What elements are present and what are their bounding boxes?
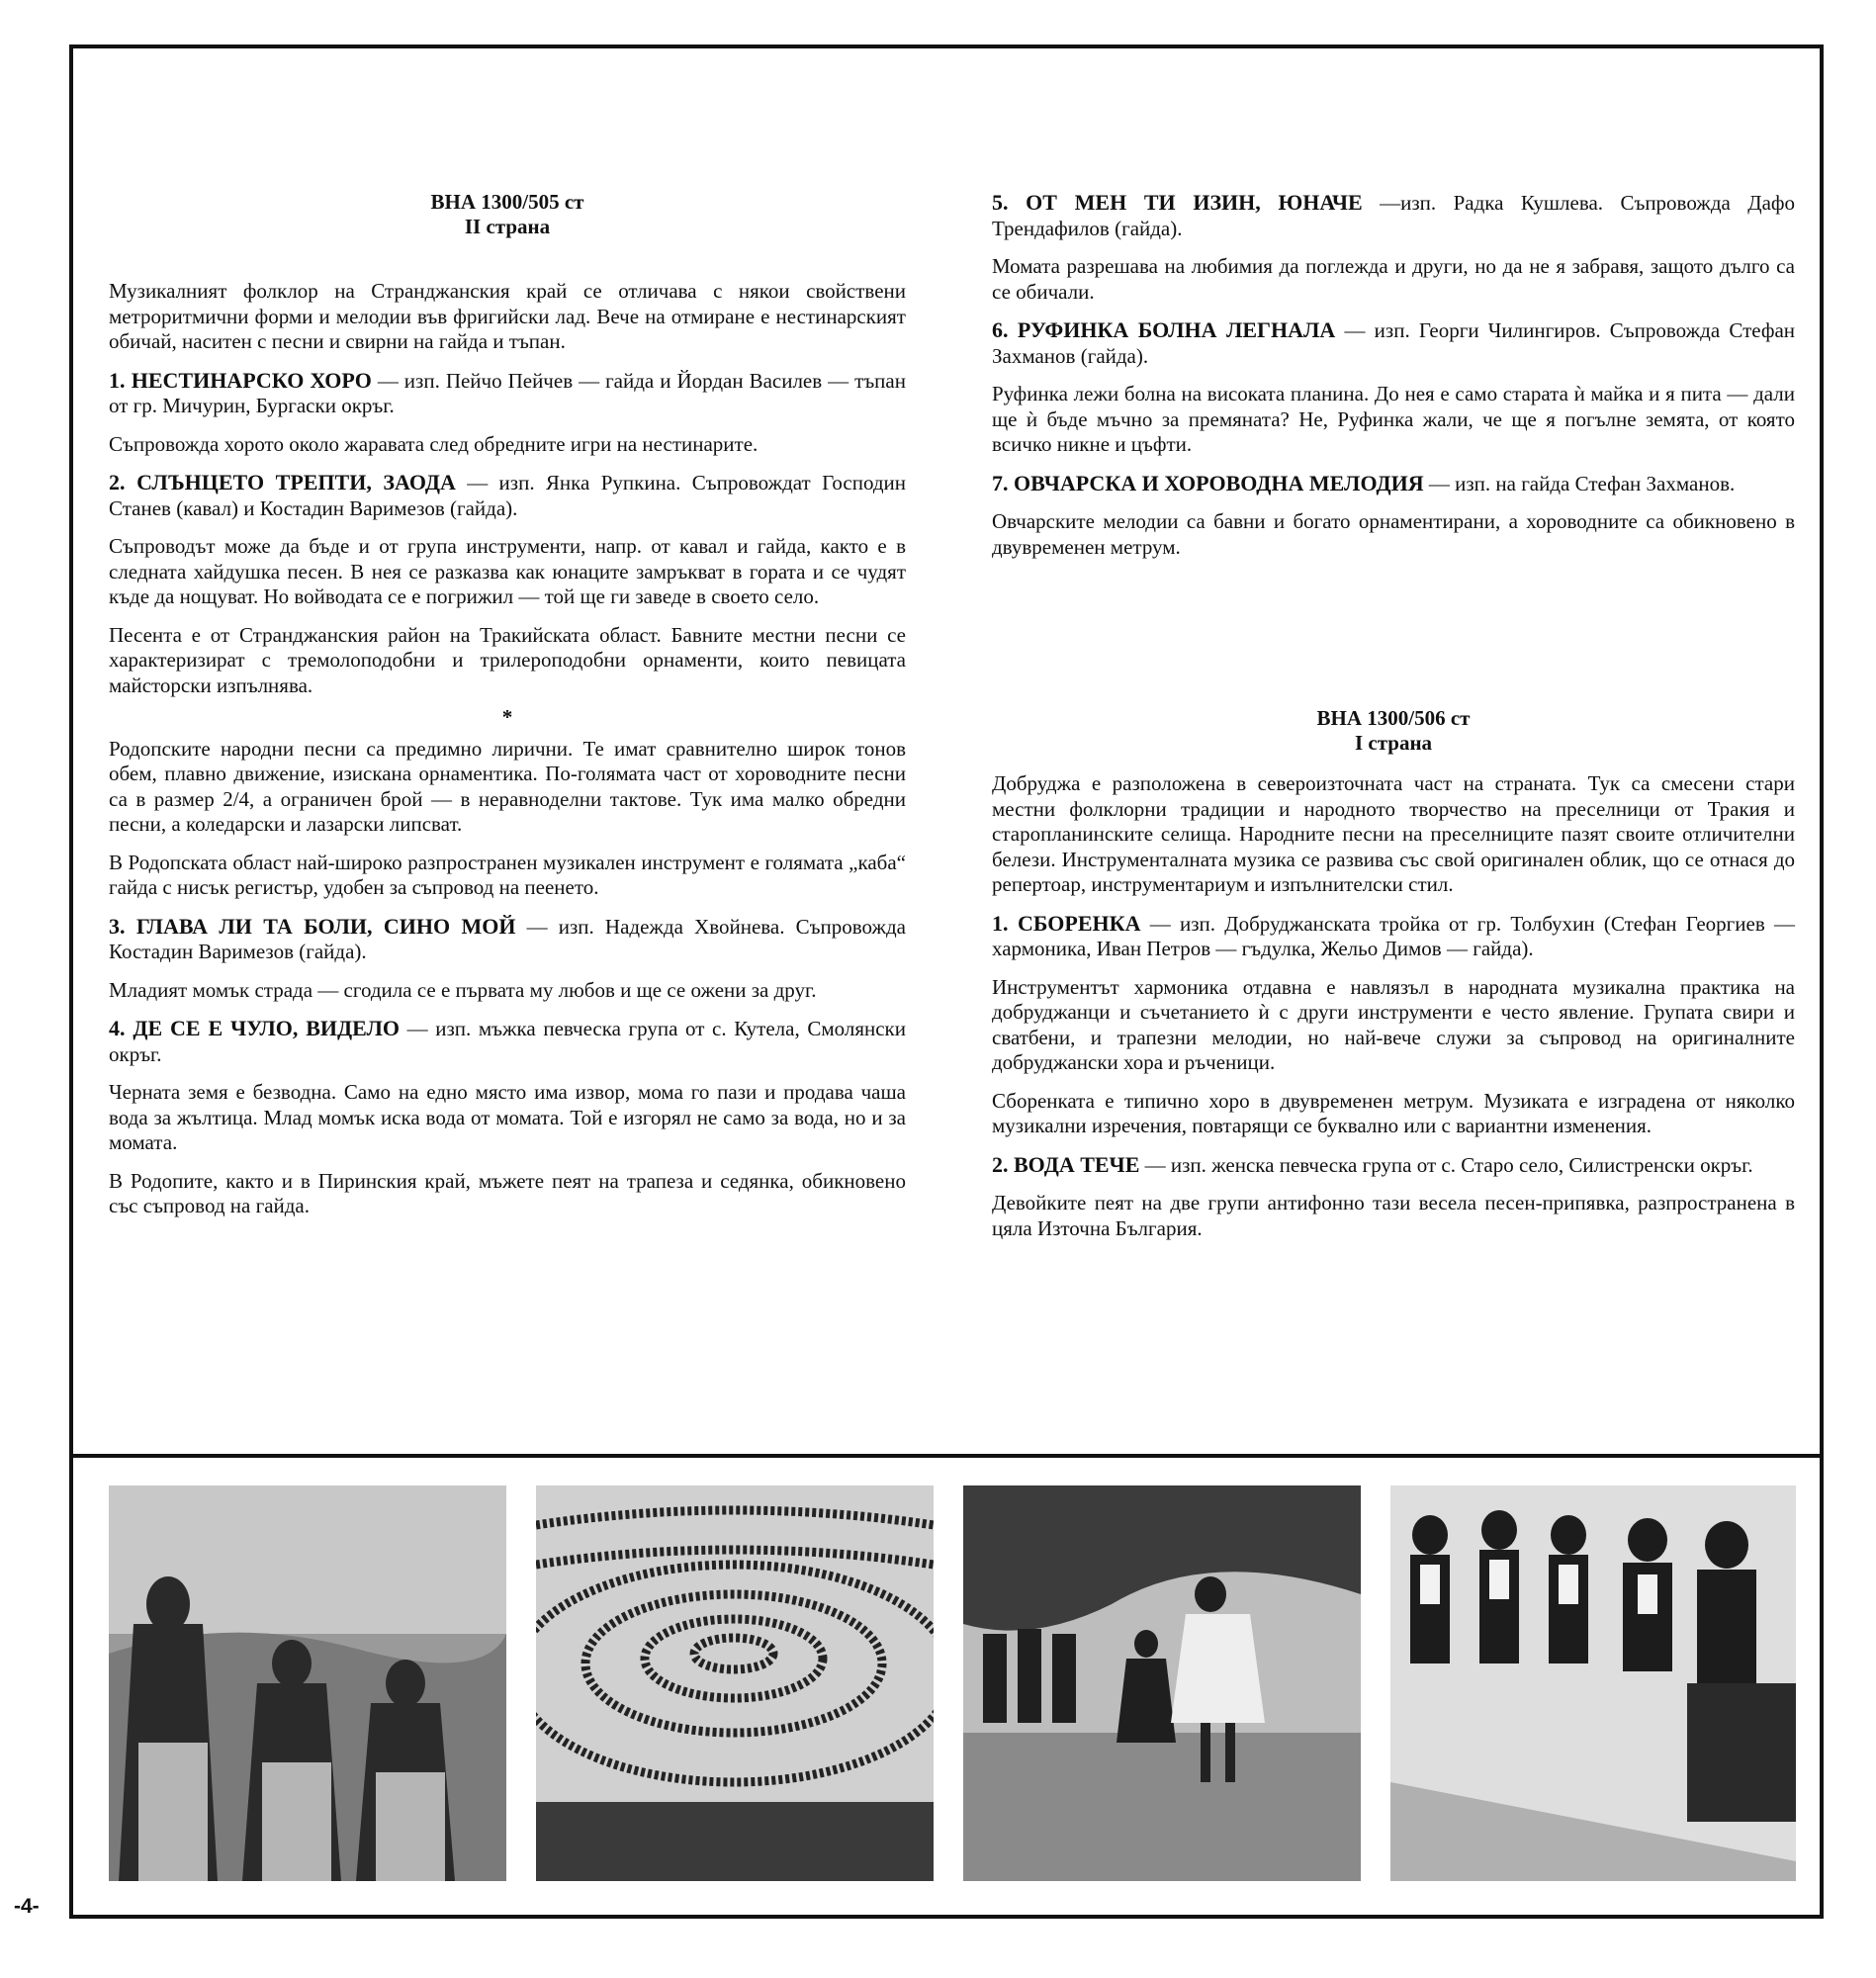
track-description: Съпровожда хорото около жаравата след обредните игри на нестинарите.	[109, 431, 759, 456]
track-entry	[992, 911, 1795, 962]
photo-spiral-horo	[536, 1485, 934, 1881]
track-entry	[109, 914, 906, 965]
region-paragraph: Добруджа е разположена в североизточната част на страната. Тук са смесени стари местни фолклорни традиции и народното творчество на преселници от Тракия и старопланинските селища. Народните песни на преселниците пазят своите отличителни белези. Инструменталната музика се развива със свой оригинален облик, що се отнася до репертоар, инструментариум и изпълнителски стил.	[992, 771, 1795, 896]
left-column	[109, 190, 906, 1232]
track-entry	[992, 471, 1795, 497]
track-credit: — изп. мъжка певческа група от с. Кутела, Смолянски окръг.	[109, 1017, 906, 1066]
track-credit: — изп. на гайда Стефан Захманов.	[1423, 471, 1736, 495]
track-description: Съпроводът може да бъде и от група инструменти, напр. от кавал и гайда, както е в следната хайдушка песен. В нея се разказва как юнаците замръкват в гората и се чудят къде да нощуват. Но войводата се е погрижил — той ще ги заведе в своето село.	[109, 534, 906, 608]
track-credit: — изп. Янка Рупкина. Съпровождат Господин Станев (кавал) и Костадин Варимезов (гайда).	[109, 471, 907, 520]
track-description: Младият момък страда — сгодила се е първата му любов и ще се ожени за друг.	[109, 977, 817, 1002]
track-title: 3. ГЛАВА ЛИ ТА БОЛИ, СИНО МОЙ	[109, 913, 516, 939]
photo-dancers-meadow	[963, 1485, 1361, 1881]
track-entry	[109, 368, 906, 419]
track-description: Девойките пеят на две групи антифонно тази весела песен-припявка, разпространена в цяла Източна България.	[992, 1191, 1795, 1240]
photo-women-dancers	[109, 1485, 506, 1881]
track-credit: — изп. Добруджанската тройка от гр. Толбухин (Стефан Георгиев — хармоника, Иван Петров — гъдулка, Жельо Димов — гайда).	[992, 911, 1795, 960]
track-description: Сборенката е типично хоро в двувременен метрум. Музиката е изградена от няколко музикални изречения, повтарящи се буквално или с вариантни изменения.	[992, 1088, 1795, 1137]
photo-women-dancers-image	[109, 1485, 506, 1881]
track-description: Черната земя е безводна. Само на едно място има извор, мома го пази и продава чаша вода за жълтица. Млад момък иска вода от момата. Той е изгорял не само за вода, но и за момата.	[109, 1080, 906, 1154]
track-title: 7. ОВЧАРСКА И ХОРОВОДНА МЕЛОДИЯ	[992, 470, 1424, 495]
track-credit: —изп. Радка Кушлева. Съпровожда Дафо Трендафилов (гайда).	[992, 191, 1795, 240]
track-description: В Родопите, както и в Пиринския край, мъжете пеят на трапеза и седянка, обикновено със съпровод на гайда.	[109, 1168, 906, 1217]
track-title: 2. СЛЪНЦЕТО ТРЕПТИ, ЗАОДА	[109, 470, 456, 494]
side-label: I страна	[1354, 731, 1433, 755]
intro-paragraph: Музикалният фолклор на Странджанския край се отличава с някои свойствени метроритмични форми и мелодии във фригийски лад. Вече на отмиране е нестинарският обичай, наситен с песни и свирни на гайда и тъпан.	[109, 279, 906, 353]
page-number: -4-	[14, 1895, 40, 1918]
section-separator: *	[501, 705, 513, 729]
track-description: Овчарските мелодии са бавни и богато орнаментирани, а хороводните са обикновено в двувременен метрум.	[992, 509, 1795, 559]
track-title: 2. ВОДА ТЕЧЕ	[992, 1151, 1140, 1177]
region-paragraph: В Родопската област най-широко разпространен музикален инструмент е голямата „каба“ гайда с нисък регистър, удобен за съпровод на пеенето.	[109, 850, 906, 899]
photo-strip	[109, 1485, 1796, 1881]
track-entry	[109, 470, 906, 521]
track-credit: — изп. женска певческа група от с. Старо село, Силистренски окръг.	[1139, 1152, 1753, 1177]
photo-spiral-horo-image	[536, 1485, 934, 1881]
track-description: Песента е от Странджанския район на Тракийската област. Бавните местни песни се характеризират с тремолоподобни и трилероподобни орнаменти, които певицата майсторски изпълнява.	[109, 622, 906, 697]
catalog-number: ВНА 1300/505 ст	[430, 190, 584, 214]
catalog-number: ВНА 1300/506 ст	[1316, 706, 1471, 730]
track-entry	[992, 190, 1795, 241]
region-paragraph: Родопските народни песни са предимно лирични. Те имат сравнително широк тонов обем, плавно движение, изискана орнаментика. По-голямата част от хороводните песни са в размер 2/4, а ограничен брой — в неравноделни тактове. Тук има малко обредни песни, а коледарски и лазарски липсват.	[109, 736, 906, 836]
right-heading	[992, 706, 1795, 756]
track-description: Руфинка лежи болна на високата планина. До нея е само старата ѝ майка и я пита — дали ще ѝ бъде мъчно за премяната? Не, Руфинка жали, че ще я погълне земята, от която всичко никне и цъфти.	[992, 382, 1795, 456]
track-credit: — изп. Георги Чилингиров. Съпровожда Стефан Захманов (гайда).	[992, 318, 1795, 368]
side-label: II страна	[464, 215, 551, 238]
photo-musicians-image	[1390, 1485, 1796, 1881]
left-heading	[109, 190, 906, 239]
photo-dancers-meadow-image	[963, 1485, 1361, 1881]
track-description: Инструментът хармоника отдавна е навлязъл в народната музикална практика на добруджанци и съчетанието ѝ с други инструменти е често явление. Групата свири и сватбени, и трапезни мелодии, но най-вече служи за съпровод на оригиналните добруджански хора и ръченици.	[992, 974, 1795, 1074]
photo-musicians	[1390, 1485, 1796, 1881]
track-description: Момата разрешава на любимия да поглежда и други, но да не я забравя, защото дълго са се обичали.	[992, 254, 1795, 304]
track-title: 4. ДЕ СЕ Е ЧУЛО, ВИДЕЛО	[109, 1016, 401, 1040]
track-title: 1. НЕСТИНАРСКО ХОРО	[109, 367, 372, 393]
track-credit: — изп. Надежда Хвойнева. Съпровожда Костадин Варимезов (гайда).	[109, 914, 907, 963]
track-entry	[992, 1152, 1795, 1179]
track-credit: — изп. Пейчо Пейчев — гайда и Йордан Василев — тъпан от гр. Мичурин, Бургаски окръг.	[109, 368, 906, 417]
section-divider	[69, 1454, 1824, 1458]
track-entry	[992, 317, 1795, 369]
track-title: 1. СБОРЕНКА	[992, 910, 1141, 936]
right-column	[992, 190, 1795, 1254]
track-title: 5. ОТ МЕН ТИ ИЗИН, ЮНАЧЕ	[992, 190, 1363, 215]
track-entry	[109, 1016, 906, 1067]
track-title: 6. РУФИНКА БОЛНА ЛЕГНАЛА	[992, 317, 1336, 342]
